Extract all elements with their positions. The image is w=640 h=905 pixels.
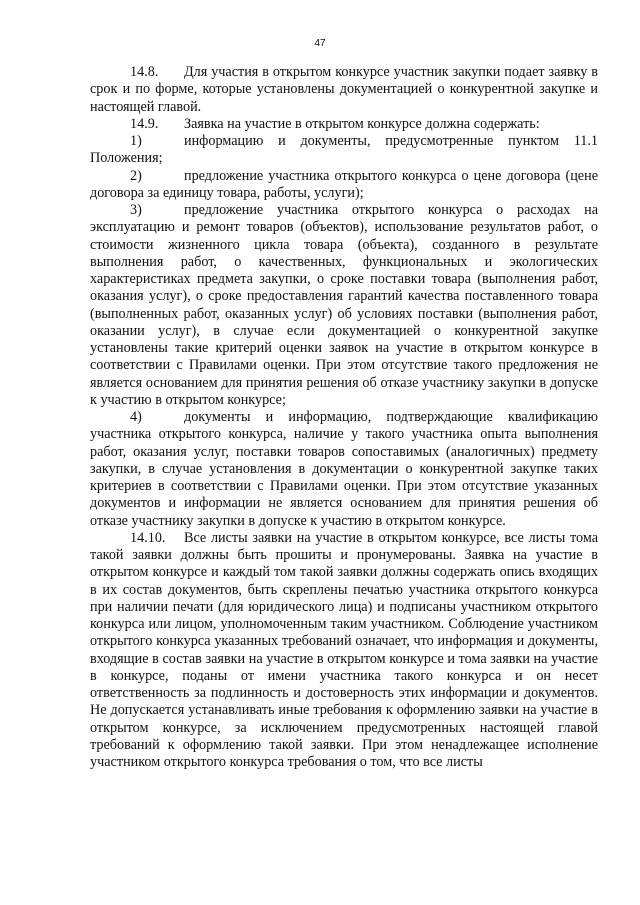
paragraph-number: 14.10. [130, 529, 166, 546]
list-item-number: 4) [130, 409, 142, 425]
list-item-3 [90, 202, 598, 409]
list-item-text: документы и информацию, подтверждающие квалификацию участника открытого конкурса, наличие у такого участника опыта выполнения работ, оказания услуг, поставки товаров сопоставимых (аналогичных) предмету закупки, в случае установления в документации о конкурентной закупке таких критериев в соответствии с Правилами оценки. При этом отсутствие указанных документов и информации не является основанием для принятия решения об отказе участнику закупки в допуске к участию в открытом конкурсе. [90, 409, 598, 529]
paragraph-14-8 [90, 64, 598, 116]
list-item-number: 1) [130, 133, 142, 149]
list-item-text: предложение участника открытого конкурса о цене договора (цене договора за единицу товара, работы, услуги); [90, 167, 598, 201]
list-item-text: информацию и документы, предусмотренные пунктом 11.1 Положения; [90, 133, 598, 167]
paragraph-14-10 [90, 530, 598, 772]
list-item-number: 3) [130, 202, 142, 218]
paragraph-text: Все листы заявки на участие в открытом конкурсе, все листы тома такой заявки должны быть прошиты и пронумерованы. Заявка на участие в открытом конкурсе и каждый том такой заявки должны содержать опись входящих в их состав документов, быть скреплены печатью участника открытого конкурса при наличии печати (для юридического лица) и подписаны участником открытого конкурса или лицом, уполномоченным таким участником. Соблюдение участником открытого конкурса указанных требований означает, что информация и документы, входящие в состав заявки на участие в открытом конкурсе и тома заявки на участие в конкурсе, поданы от имени участника такого конкурса и он несет ответственность за подлинность и достоверность этих информации и документов. Не допускается устанавливать иные требования к оформлению заявки на участие в открытом конкурсе, за исключением предусмотренных настоящей главой требований к оформлению такой заявки. При этом ненадлежащее исполнение участником открытого конкурса требования о том, что все листы [90, 529, 598, 770]
list-item-text: предложение участника открытого конкурса о расходах на эксплуатацию и ремонт товаров (объектов), использование результатов работ, о стоимости жизненного цикла товара (объекта), созданного в результате выполнения работ, о качественных, функциональных и экологических характеристиках предмета закупки, о сроке поставки товара (выполнения работ, оказания услуг), о сроке предоставления гарантий качества поставленного товара (выполненных работ, оказанных услуг) об условиях поставки (выполнения работ, оказании услуг), в случае если документацией о конкурентной закупке установлены такие критерий оценки заявок на участие в открытом конкурсе в соответствии с Правилами оценки. При этом отсутствие такого предложения не является основанием для принятия решения об отказе участнику закупки в допуске к участию в открытом конкурсе; [90, 202, 598, 408]
paragraph-number: 14.9. [130, 115, 159, 132]
paragraph-14-9 [90, 116, 598, 133]
page-number: 47 [314, 38, 326, 49]
paragraph-number: 14.8. [130, 64, 159, 80]
list-item-number: 2) [130, 167, 142, 184]
paragraph-text: Заявка на участие в открытом конкурсе должна содержать: [184, 115, 540, 132]
list-item-1 [90, 133, 598, 168]
paragraph-text: Для участия в открытом конкурсе участник закупки подает заявку в срок и по форме, которые установлены документацией о конкурентной закупке и настоящей главой. [90, 64, 598, 115]
document-body [90, 64, 598, 771]
list-item-2 [90, 168, 598, 203]
list-item-4 [90, 409, 598, 530]
